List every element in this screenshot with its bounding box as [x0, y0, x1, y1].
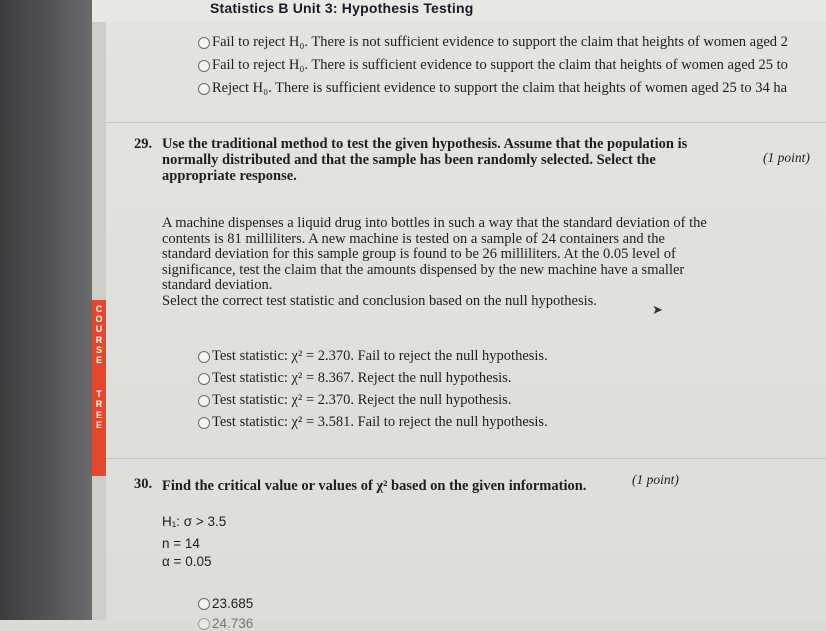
q28-option-1-text: Fail to reject H₀. There is not sufficient evidence to support the claim that heights of women aged 2 [212, 34, 788, 50]
q29-option-4[interactable] [198, 414, 548, 431]
course-tab-letter: T [96, 389, 102, 400]
q29-option-2[interactable] [198, 370, 511, 387]
course-tab-letter: E [95, 355, 102, 366]
radio-button-icon[interactable] [198, 37, 210, 49]
q29-option-1-text: Test statistic: χ² = 2.370. Fail to reject the null hypothesis. [212, 348, 548, 364]
course-tab-letter: R [95, 334, 103, 345]
question-divider [106, 458, 826, 459]
q30-given-h1: H₁: σ > 3.5 [162, 514, 227, 529]
q29-option-3-text: Test statistic: χ² = 2.370. Reject the null hypothesis. [212, 392, 512, 408]
q29-body-line: A machine dispenses a liquid drug into bottles in such a way that the standard deviation of the [162, 215, 707, 231]
course-tab-letter: O [95, 314, 103, 325]
course-tab-letter: R [95, 399, 103, 410]
q29-option-4-text: Test statistic: χ² = 3.581. Fail to reject the null hypothesis. [212, 414, 548, 430]
q30-option-1[interactable] [198, 596, 253, 611]
q29-body-line: standard deviation. [162, 277, 273, 294]
q30-points: (1 point) [632, 472, 679, 487]
q28-option-3-text: Reject H₀. There is sufficient evidence to support the claim that heights of women aged 25 to 34 ha [212, 80, 788, 96]
q30-number: 30. [134, 476, 153, 492]
q29-option-1[interactable] [198, 348, 548, 365]
q30-given-alpha: α = 0.05 [162, 554, 212, 569]
q28-option-2[interactable] [198, 57, 788, 74]
q29-number: 29. [134, 136, 153, 152]
radio-button-icon[interactable] [198, 60, 210, 72]
radio-button-icon[interactable] [198, 395, 210, 407]
question-divider [106, 122, 826, 123]
q29-prompt-line: appropriate response. [162, 168, 297, 184]
q29-option-3[interactable] [198, 392, 511, 409]
q30-option-1-text: 23.685 [212, 596, 254, 611]
radio-button-icon[interactable] [198, 417, 210, 429]
q30-option-2-text: 24.736 [212, 616, 254, 631]
q29-body-line: contents is 81 milliliters. A new machine is tested on a sample of 24 containers and the [162, 230, 665, 247]
screen-bezel [0, 0, 92, 620]
radio-button-icon[interactable] [198, 83, 210, 95]
quiz-content [106, 22, 826, 631]
radio-button-icon[interactable] [198, 351, 210, 363]
q28-option-3[interactable] [198, 80, 787, 97]
radio-button-icon[interactable] [198, 598, 210, 610]
radio-button-icon[interactable] [198, 373, 210, 385]
course-tree-tab[interactable] [92, 300, 106, 476]
course-tab-letter: E [95, 419, 102, 430]
course-tab-letter: U [95, 324, 103, 335]
q30-given-n: n = 14 [162, 536, 200, 551]
header-bar [92, 0, 826, 23]
q29-prompt-line: Use the traditional method to test the given hypothesis. Assume that the population is [162, 136, 688, 152]
q30-option-2[interactable] [198, 616, 253, 631]
course-tab-letter: C [95, 304, 103, 314]
course-tab-letter: S [95, 344, 102, 355]
q29-body-line: significance, test the claim that the amounts dispensed by the new machine have a smaller [162, 261, 685, 278]
q28-option-1[interactable] [198, 34, 788, 51]
q29-option-2-text: Test statistic: χ² = 8.367. Reject the null hypothesis. [212, 370, 512, 386]
page-title: Statistics B Unit 3: Hypothesis Testing [210, 0, 474, 16]
q29-body-line: Select the correct test statistic and conclusion based on the null hypothesis. [162, 292, 597, 309]
q29-body-line: standard deviation for this sample group is found to be 26 milliliters. At the 0.05 level of [162, 246, 676, 263]
q30-prompt: Find the critical value or values of χ² based on the given information. [162, 478, 587, 494]
course-tab-letter: E [95, 409, 102, 420]
q28-option-2-text: Fail to reject H₀. There is sufficient evidence to support the claim that heights of women aged 25 to [212, 57, 788, 73]
q29-points: (1 point) [763, 150, 810, 165]
q29-body [162, 216, 772, 310]
q29-prompt-line: normally distributed and that the sample has been randomly selected. Select the [162, 152, 656, 168]
mouse-cursor-icon: ➤ [652, 302, 663, 317]
q29-prompt [162, 136, 762, 184]
radio-button-icon[interactable] [198, 618, 210, 630]
